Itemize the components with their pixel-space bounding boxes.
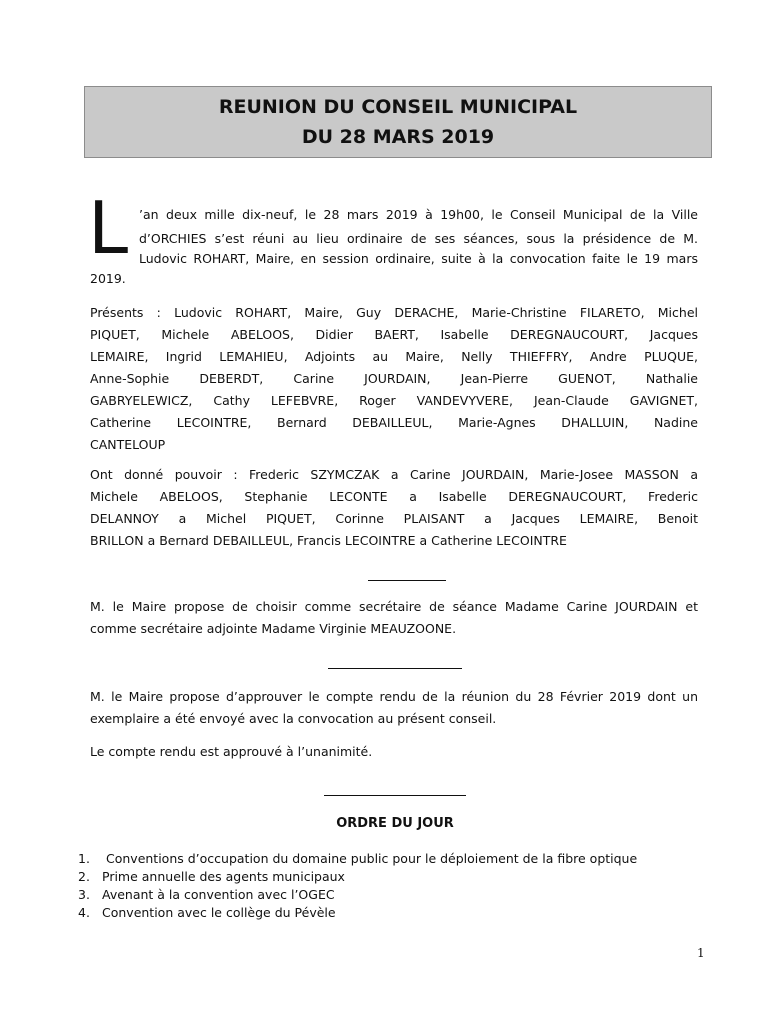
list-item [78,850,637,868]
pouvoirs-line-4: BRILLON a Bernard DEBAILLEUL, Francis LECOINTRE a Catherine LECOINTRE [90,533,567,548]
compte-rendu-line-1: M. le Maire propose d’approuver le compte rendu de la réunion du 28 Février 2019 dont un [90,689,698,704]
pouvoirs-paragraph [90,464,698,552]
drop-cap-letter: L [88,186,129,270]
agenda-number: 1. [78,851,90,866]
list-item [78,886,637,904]
intro-line-4: 2019. [90,271,126,286]
intro-line-3: Ludovic ROHART, Maire, en session ordinaire, suite à la convocation faite le 19 mars [139,251,698,266]
intro-line-1: ’an deux mille dix-neuf, le 28 mars 2019 à 19h00, le Conseil Municipal de la Ville [139,207,698,222]
secretaire-line-2: comme secrétaire adjointe Madame Virginie MEAUZOONE. [90,621,457,636]
presents-line-7: CANTELOUP [90,437,166,452]
agenda-text: Convention avec le collège du Pévèle [102,905,336,920]
presents-paragraph [90,302,698,456]
agenda-number: 3. [78,887,90,902]
title-line-1: REUNION DU CONSEIL MUNICIPAL [218,96,578,118]
secretaire-paragraph [90,596,698,640]
intro-line-2: d’ORCHIES s’est réuni au lieu ordinaire de ses séances, sous la présidence de M. [139,231,698,246]
presents-line-3: LEMAIRE, Ingrid LEMAHIEU, Adjoints au Maire, Nelly THIEFFRY, Andre PLUQUE, [90,349,698,364]
agenda-text: Avenant à la convention avec l’OGEC [102,887,335,902]
ordre-du-jour-title: ORDRE DU JOUR [336,816,454,831]
page-number: 1 [697,946,705,960]
separator-line-1 [368,580,446,581]
list-item [78,904,637,922]
separator-line-3 [324,795,466,796]
separator-line-2 [328,668,462,669]
agenda-number: 4. [78,905,90,920]
agenda-number: 2. [78,869,90,884]
title-line-2: DU 28 MARS 2019 [301,126,495,148]
presents-line-6: Catherine LECOINTRE, Bernard DEBAILLEUL, Marie-Agnes DHALLUIN, Nadine [90,415,698,430]
agenda-text: Conventions d’occupation du domaine public pour le déploiement de la fibre optique [106,851,638,866]
agenda-text: Prime annuelle des agents municipaux [102,869,345,884]
compte-rendu-paragraph [90,686,698,730]
secretaire-line-1: M. le Maire propose de choisir comme secrétaire de séance Madame Carine JOURDAIN et [90,599,698,614]
pouvoirs-line-3: DELANNOY a Michel PIQUET, Corinne PLAISANT a Jacques LEMAIRE, Benoit [90,511,698,526]
presents-line-5: GABRYELEWICZ, Cathy LEFEBVRE, Roger VANDEVYVERE, Jean-Claude GAVIGNET, [90,393,698,408]
presents-line-1: Présents : Ludovic ROHART, Maire, Guy DERACHE, Marie-Christine FILARETO, Michel [90,305,698,320]
compte-rendu-approved: Le compte rendu est approuvé à l’unanimité. [90,744,373,759]
presents-line-4: Anne-Sophie DEBERDT, Carine JOURDAIN, Jean-Pierre GUENOT, Nathalie [90,371,698,386]
list-item [78,868,637,886]
document-title-box [84,86,712,158]
compte-rendu-line-2: exemplaire a été envoyé avec la convocation au présent conseil. [90,711,497,726]
agenda-list [78,850,637,922]
presents-line-2: PIQUET, Michele ABELOOS, Didier BAERT, Isabelle DEREGNAUCOURT, Jacques [90,327,698,342]
pouvoirs-line-1: Ont donné pouvoir : Frederic SZYMCZAK a Carine JOURDAIN, Marie-Josee MASSON a [90,467,698,482]
pouvoirs-line-2: Michele ABELOOS, Stephanie LECONTE a Isabelle DEREGNAUCOURT, Frederic [90,489,698,504]
